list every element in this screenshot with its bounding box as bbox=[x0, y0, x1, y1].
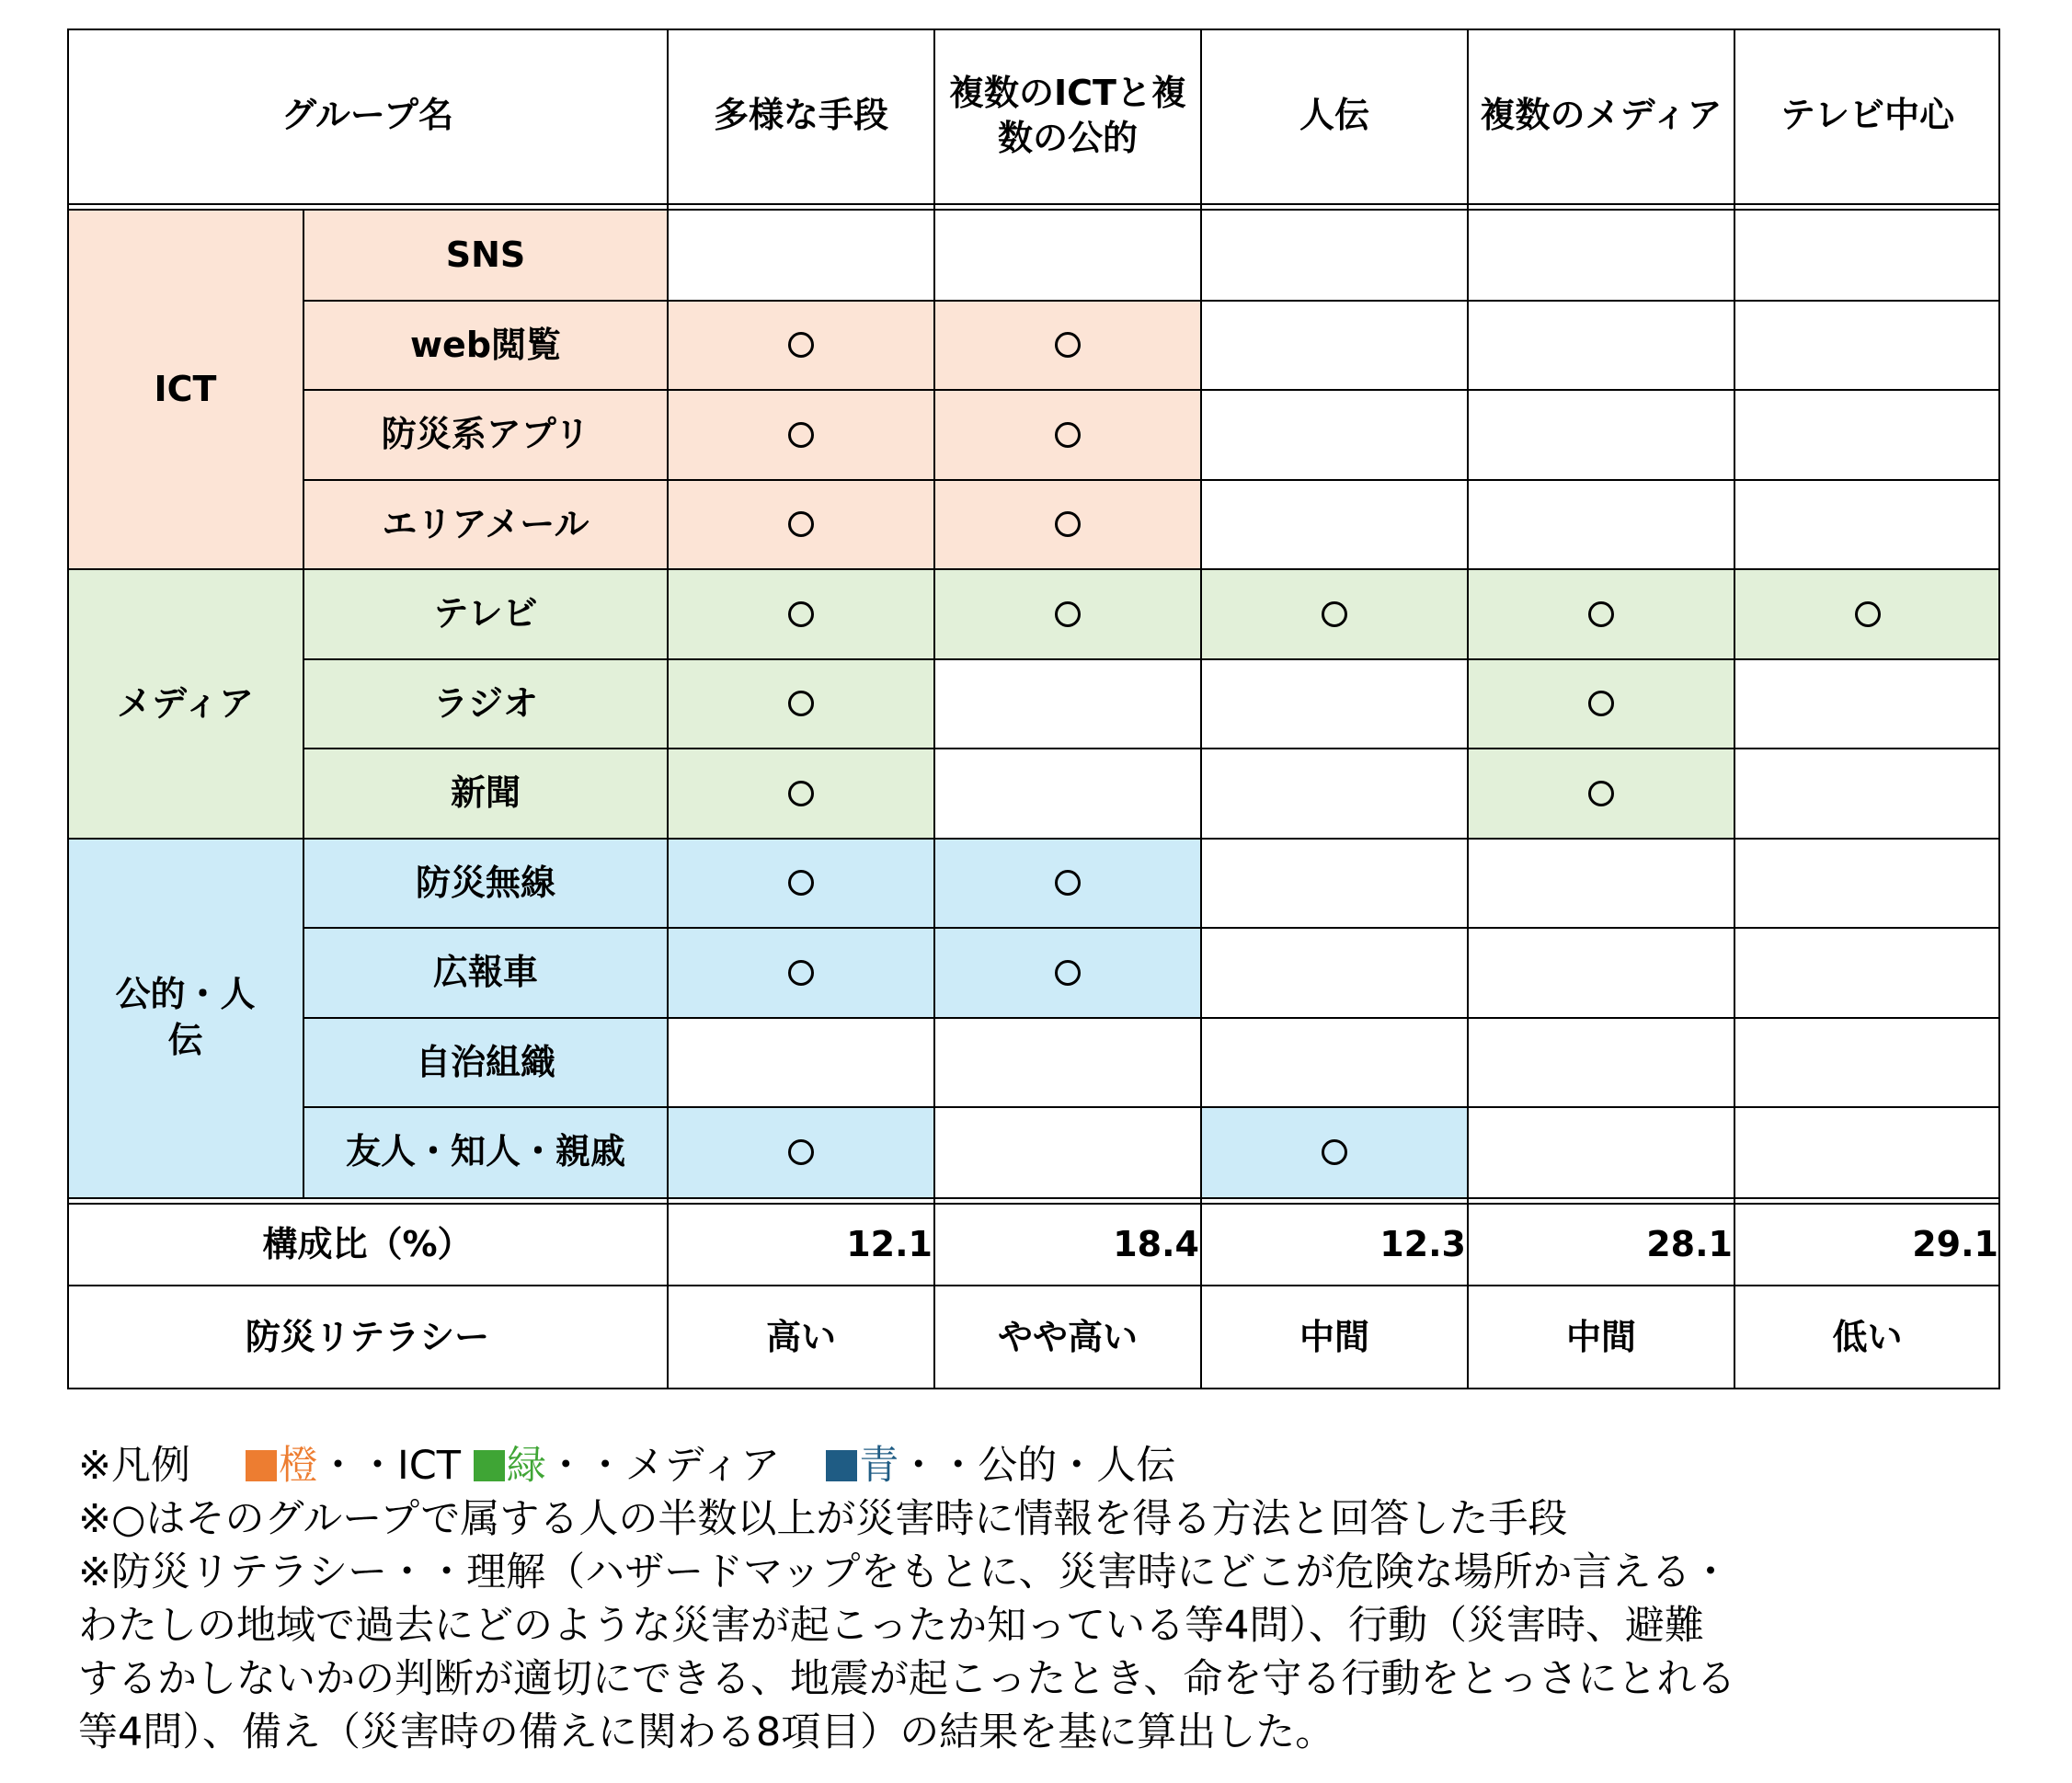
mark-cell bbox=[668, 301, 934, 391]
grid-line bbox=[933, 29, 935, 1389]
literacy-label: 防災リテラシー bbox=[245, 1316, 490, 1357]
mark-cell bbox=[934, 839, 1201, 929]
mark-cell bbox=[934, 1018, 1201, 1108]
circle-mark-icon bbox=[1588, 781, 1614, 806]
item-label: 新聞 bbox=[303, 749, 668, 839]
grid-line bbox=[303, 748, 2000, 749]
circle-mark-icon bbox=[788, 1139, 814, 1165]
literacy-value: 中間 bbox=[1565, 1316, 1636, 1357]
circle-mark-icon bbox=[788, 601, 814, 627]
mark-cell bbox=[1468, 928, 1734, 1018]
note-literacy-1: ※防災リテラシー・・理解（ハザードマップをもとに、災害時にどこが危険な場所か言える・ bbox=[78, 1549, 1731, 1595]
legend-blue-label: 青 bbox=[859, 1443, 899, 1489]
mark-cell bbox=[668, 749, 934, 839]
header-column-1: 多様な手段 bbox=[713, 95, 888, 136]
note-literacy-3: するかしないかの判断が適切にできる、地震が起こったとき、命を守る行動をとっさにとれる bbox=[78, 1656, 1736, 1702]
mark-cell bbox=[1468, 1018, 1734, 1108]
mark-cell bbox=[934, 749, 1201, 839]
mark-cell bbox=[1734, 301, 2000, 391]
grid-line bbox=[303, 211, 304, 1197]
circle-mark-icon bbox=[1322, 601, 1347, 627]
mark-cell bbox=[1734, 1018, 2000, 1108]
composition-value: 12.1 bbox=[846, 1224, 933, 1265]
grid-line bbox=[303, 300, 2000, 302]
circle-mark-icon bbox=[788, 781, 814, 806]
mark-cell bbox=[1468, 211, 1734, 301]
mark-cell bbox=[1734, 480, 2000, 570]
literacy-value: 低い bbox=[1832, 1316, 1903, 1357]
grid-line bbox=[1998, 29, 2000, 1389]
grid-line bbox=[667, 29, 669, 1389]
legend-orange-text: ・・ICT bbox=[318, 1443, 462, 1489]
circle-mark-icon bbox=[1855, 601, 1881, 627]
mark-cell bbox=[1201, 1018, 1468, 1108]
mark-cell bbox=[1201, 659, 1468, 749]
circle-mark-icon bbox=[1588, 691, 1614, 716]
circle-mark-icon bbox=[788, 960, 814, 986]
grid-line bbox=[303, 1017, 2000, 1019]
grid-line bbox=[67, 568, 2000, 570]
mark-cell bbox=[1201, 480, 1468, 570]
circle-mark-icon bbox=[788, 511, 814, 537]
notes bbox=[78, 1439, 2009, 1759]
mark-cell bbox=[1734, 659, 2000, 749]
mark-cell bbox=[1201, 211, 1468, 301]
mark-cell bbox=[1468, 659, 1734, 749]
communication-means-table bbox=[67, 29, 2000, 1389]
mark-cell bbox=[934, 211, 1201, 301]
mark-cell bbox=[668, 659, 934, 749]
mark-cell bbox=[1734, 749, 2000, 839]
mark-cell bbox=[1468, 1107, 1734, 1197]
item-label: エリアメール bbox=[303, 480, 668, 570]
circle-mark-icon bbox=[1055, 601, 1081, 627]
composition-value: 18.4 bbox=[1113, 1224, 1199, 1265]
mark-cell bbox=[1468, 301, 1734, 391]
category-1: ICT bbox=[67, 211, 303, 569]
mark-cell bbox=[1468, 749, 1734, 839]
mark-cell bbox=[1734, 211, 2000, 301]
note-literacy-2: わたしの地域で過去にどのような災害が起こったか知っている等4問）、行動（災害時、避難 bbox=[78, 1603, 1704, 1649]
mark-cell bbox=[1468, 839, 1734, 929]
item-label: テレビ bbox=[303, 569, 668, 659]
grid-line bbox=[67, 1388, 2000, 1389]
circle-mark-icon bbox=[1055, 332, 1081, 358]
legend-line bbox=[78, 1439, 2009, 1492]
circle-mark-icon bbox=[1055, 870, 1081, 896]
mark-cell bbox=[934, 301, 1201, 391]
circle-mark-icon bbox=[788, 332, 814, 358]
mark-cell bbox=[1468, 390, 1734, 480]
mark-cell bbox=[934, 390, 1201, 480]
legend-prefix: ※凡例 bbox=[78, 1443, 191, 1489]
header-column-2: 複数のICTと複数の公的 bbox=[949, 72, 1186, 158]
double-line bbox=[67, 1197, 2000, 1205]
mark-cell bbox=[1201, 390, 1468, 480]
mark-cell bbox=[668, 928, 934, 1018]
grid-line bbox=[303, 658, 2000, 660]
composition-value: 28.1 bbox=[1646, 1224, 1733, 1265]
item-label: 広報車 bbox=[303, 928, 668, 1018]
item-label: 友人・知人・親戚 bbox=[303, 1107, 668, 1197]
mark-cell bbox=[1734, 928, 2000, 1018]
circle-mark-icon bbox=[1588, 601, 1614, 627]
header-column-3: 人伝 bbox=[1299, 95, 1369, 136]
mark-cell bbox=[1468, 480, 1734, 570]
circle-mark-icon bbox=[1055, 960, 1081, 986]
grid-line bbox=[1467, 29, 1469, 1389]
composition-value: 29.1 bbox=[1912, 1224, 1998, 1265]
mark-cell bbox=[1734, 390, 2000, 480]
grid-line bbox=[303, 479, 2000, 481]
composition-label: 構成比（%） bbox=[262, 1224, 473, 1265]
mark-cell bbox=[934, 928, 1201, 1018]
item-label: 防災系アプリ bbox=[303, 390, 668, 480]
grid-line bbox=[67, 838, 2000, 840]
literacy-value: 中間 bbox=[1299, 1316, 1369, 1357]
green-square-icon bbox=[474, 1450, 505, 1481]
grid-line bbox=[1734, 29, 1735, 1389]
mark-cell bbox=[934, 480, 1201, 570]
mark-cell bbox=[1734, 839, 2000, 929]
circle-mark-icon bbox=[1055, 511, 1081, 537]
orange-square-icon bbox=[246, 1450, 277, 1481]
mark-cell bbox=[1468, 569, 1734, 659]
mark-cell bbox=[934, 1107, 1201, 1197]
header-column-5: テレビ中心 bbox=[1780, 95, 1955, 136]
mark-cell bbox=[1201, 928, 1468, 1018]
mark-cell bbox=[934, 659, 1201, 749]
mark-cell bbox=[668, 480, 934, 570]
item-label: 防災無線 bbox=[303, 839, 668, 929]
mark-cell bbox=[668, 569, 934, 659]
circle-mark-icon bbox=[788, 691, 814, 716]
item-label: SNS bbox=[303, 211, 668, 301]
category-2: メディア bbox=[67, 569, 303, 839]
literacy-value: 高い bbox=[765, 1316, 836, 1357]
literacy-value: やや高い bbox=[997, 1316, 1138, 1357]
mark-cell bbox=[1734, 1107, 2000, 1197]
legend-blue-text: ・・公的・人伝 bbox=[899, 1443, 1176, 1489]
mark-cell bbox=[1201, 839, 1468, 929]
header-column-4: 複数のメディア bbox=[1480, 95, 1723, 136]
category-3: 公的・人伝 bbox=[67, 839, 303, 1197]
circle-mark-icon bbox=[788, 422, 814, 448]
item-label: web閲覧 bbox=[303, 301, 668, 391]
item-label: ラジオ bbox=[303, 659, 668, 749]
grid-line bbox=[303, 1106, 2000, 1108]
blue-square-icon bbox=[826, 1450, 857, 1481]
circle-mark-icon bbox=[788, 870, 814, 896]
legend-green-label: 緑 bbox=[506, 1443, 546, 1489]
grid-line bbox=[1200, 29, 1202, 1389]
mark-cell bbox=[1201, 301, 1468, 391]
grid-line bbox=[67, 29, 69, 1389]
mark-cell bbox=[668, 390, 934, 480]
mark-cell bbox=[668, 1107, 934, 1197]
legend-green-text: ・・メディア bbox=[545, 1443, 781, 1489]
grid-line bbox=[303, 389, 2000, 391]
composition-value: 12.3 bbox=[1379, 1224, 1466, 1265]
double-line bbox=[67, 203, 2000, 211]
legend-orange-label: 橙 bbox=[279, 1443, 319, 1489]
mark-cell bbox=[1201, 569, 1468, 659]
mark-cell bbox=[1201, 749, 1468, 839]
grid-line bbox=[303, 927, 2000, 929]
grid-line bbox=[67, 1285, 2000, 1286]
grid-line bbox=[67, 29, 2000, 30]
mark-cell bbox=[934, 569, 1201, 659]
mark-cell bbox=[1201, 1107, 1468, 1197]
mark-cell bbox=[668, 839, 934, 929]
note-literacy-4: 等4問）、備え（災害時の備えに関わる8項目）の結果を基に算出した。 bbox=[78, 1709, 1335, 1755]
mark-cell bbox=[668, 1018, 934, 1108]
mark-cell bbox=[1734, 569, 2000, 659]
circle-mark-icon bbox=[1055, 422, 1081, 448]
mark-cell bbox=[668, 211, 934, 301]
note-mark-explanation: ※○はそのグループで属する人の半数以上が災害時に情報を得る方法と回答した手段 bbox=[78, 1496, 1568, 1542]
header-group-name: グループ名 bbox=[281, 95, 453, 136]
item-label: 自治組織 bbox=[303, 1018, 668, 1108]
circle-mark-icon bbox=[1322, 1139, 1347, 1165]
